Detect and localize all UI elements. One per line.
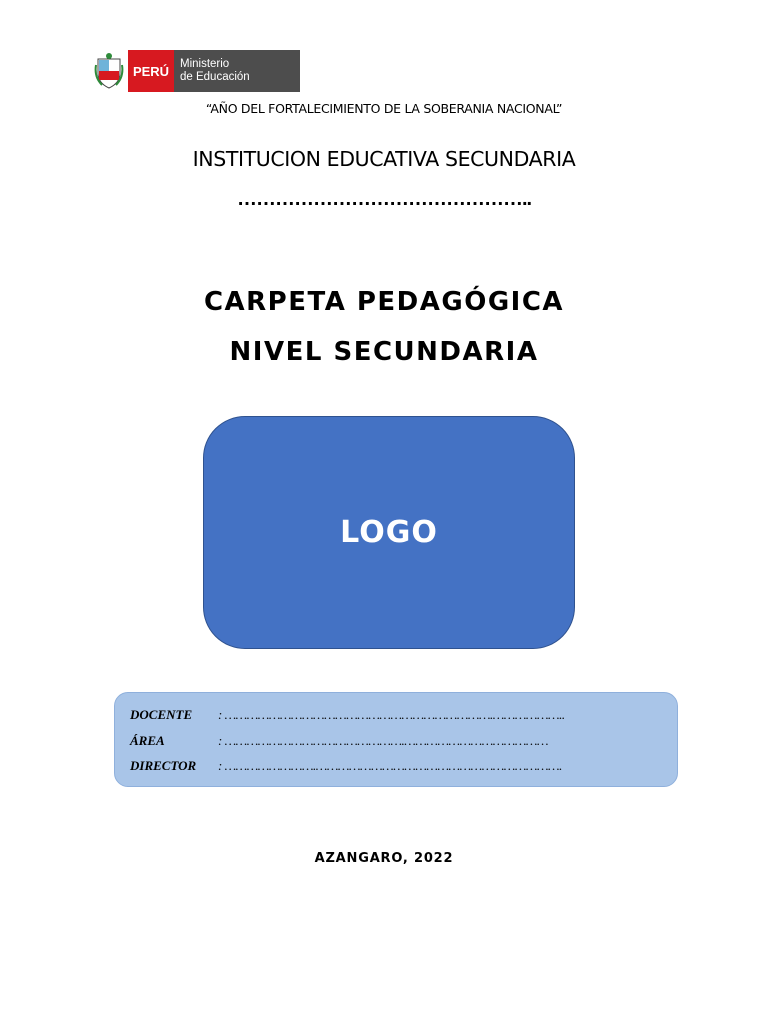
year-motto: “AÑO DEL FORTALECIMIENTO DE LA SOBERANIA NACIONAL” [205, 101, 563, 116]
institution-name-placeholder: ……………………………………….. [236, 188, 532, 210]
info-value: : ……………………………………………………………….……………….. [218, 707, 565, 722]
ministry-line-1: Ministerio [180, 58, 230, 70]
info-value: : ………………………………………….………………………………… [218, 733, 549, 748]
ministry-logo [90, 44, 300, 98]
info-value: : …………………….…………………………………………………………. [218, 758, 562, 773]
footer-place-year: AZANGARO, 2022 [314, 851, 454, 866]
ministry-label [174, 50, 300, 92]
info-row-docente [130, 707, 565, 723]
ministry-line-2: de Educación [180, 71, 250, 83]
coat-of-arms-icon [90, 44, 128, 98]
info-box [114, 692, 678, 787]
logo-placeholder: LOGO [203, 416, 575, 649]
institution-title: INSTITUCION EDUCATIVA SECUNDARIA [192, 147, 576, 171]
info-label: ÁREA [130, 733, 165, 748]
cover-title-line-2: NIVEL SECUNDARIA [229, 337, 539, 367]
cover-title-line-1: CARPETA PEDAGÓGICA [203, 287, 565, 317]
info-row-director [130, 758, 562, 774]
info-label: DIRECTOR [130, 758, 197, 773]
info-row-area [130, 733, 548, 749]
peru-label: PERÚ [128, 50, 174, 92]
info-label: DOCENTE [130, 707, 193, 722]
